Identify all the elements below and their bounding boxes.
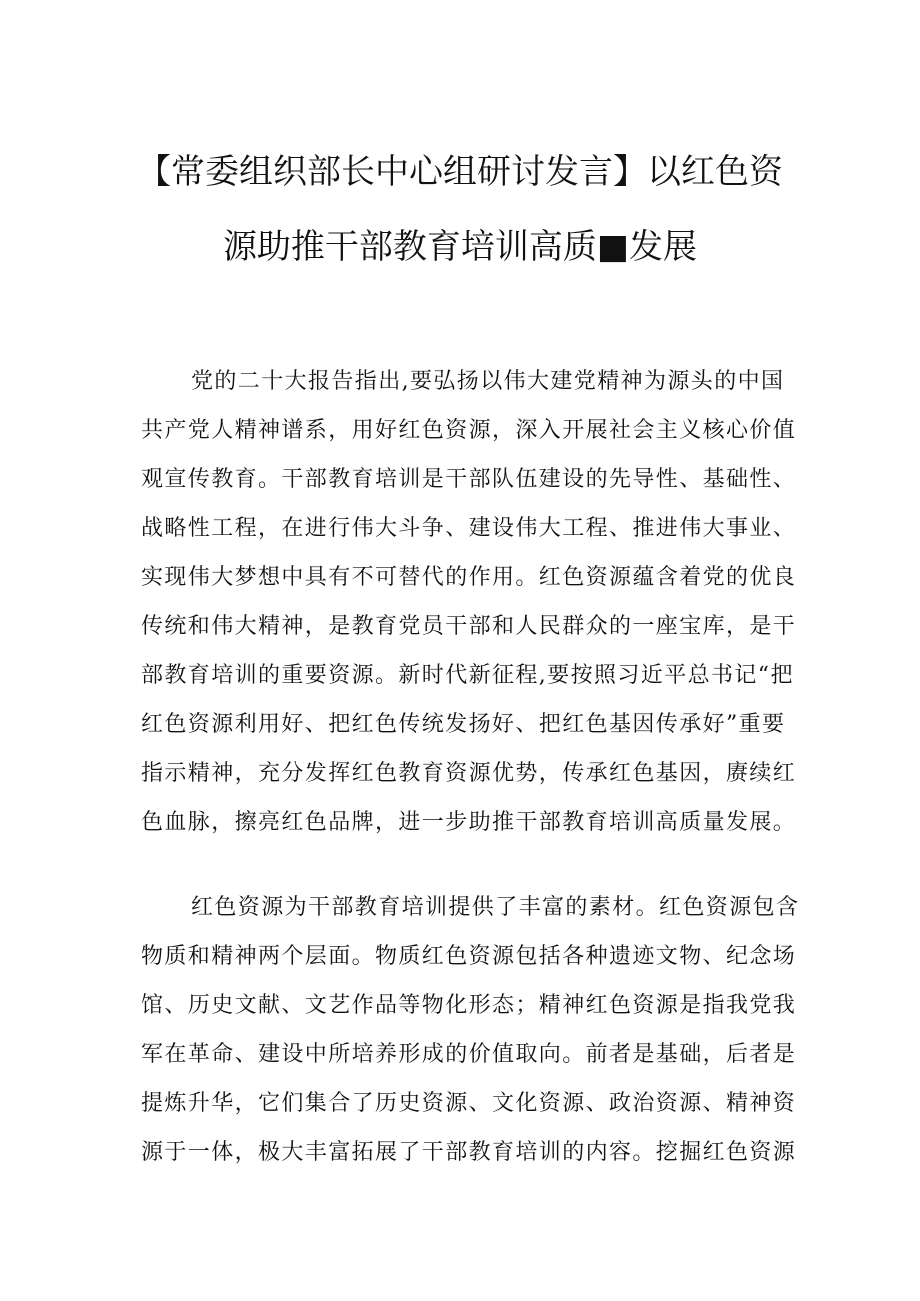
paragraph-1	[141, 357, 801, 847]
paragraph-line: 军在革命、建设中所培养形成的价值取向。前者是基础，后者是	[141, 1042, 797, 1067]
paragraph-line: 物质和精神两个层面。物质红色资源包括各种遗迹文物、纪念场	[141, 944, 797, 969]
paragraph-line: 红色资源为干部教育培训提供了丰富的素材。红色资源包含	[191, 895, 800, 920]
paragraph-line: 传统和伟大精神，是教育党员干部和人民群众的一座宝库，是干	[141, 614, 797, 639]
paragraph-line: 观宣传教育。干部教育培训是干部队伍建设的先导性、基础性、	[141, 467, 797, 492]
paragraph-line: 共产党人精神谱系，用好红色资源，深入开展社会主义核心价值	[141, 418, 797, 443]
document-title-line-2: 源助推干部教育培训高质■发展	[222, 227, 698, 267]
paragraph-line: 提炼升华，它们集合了历史资源、文化资源、政治资源、精神资	[141, 1091, 797, 1116]
paragraph-line: 指示精神，充分发挥红色教育资源优势，传承红色基因，赓续红	[141, 761, 797, 786]
paragraph-2	[141, 883, 801, 1177]
paragraph-line: 红色资源利用好、把红色传统发扬好、把红色基因传承好”重要	[141, 712, 786, 737]
paragraph-line: 部教育培训的重要资源。新时代新征程,要按照习近平总书记“把	[141, 663, 794, 688]
paragraph-line: 战略性工程，在进行伟大斗争、建设伟大工程、推进伟大事业、	[141, 516, 797, 541]
paragraph-line: 源于一体，极大丰富拓展了干部教育培训的内容。挖掘红色资源	[141, 1140, 797, 1165]
document-title-line-1: 【常委组织部长中心组研讨发言】以红色资	[137, 152, 783, 192]
paragraph-line: 馆、历史文献、文艺作品等物化形态；精神红色资源是指我党我	[141, 993, 797, 1018]
paragraph-line: 实现伟大梦想中具有不可替代的作用。红色资源蕴含着党的优良	[141, 565, 797, 590]
paragraph-line: 色血脉，擦亮红色品牌，进一步助推干部教育培训高质量发展。	[141, 810, 797, 835]
paragraph-line: 党的二十大报告指出,要弘扬以伟大建党精神为源头的中国	[191, 369, 785, 394]
